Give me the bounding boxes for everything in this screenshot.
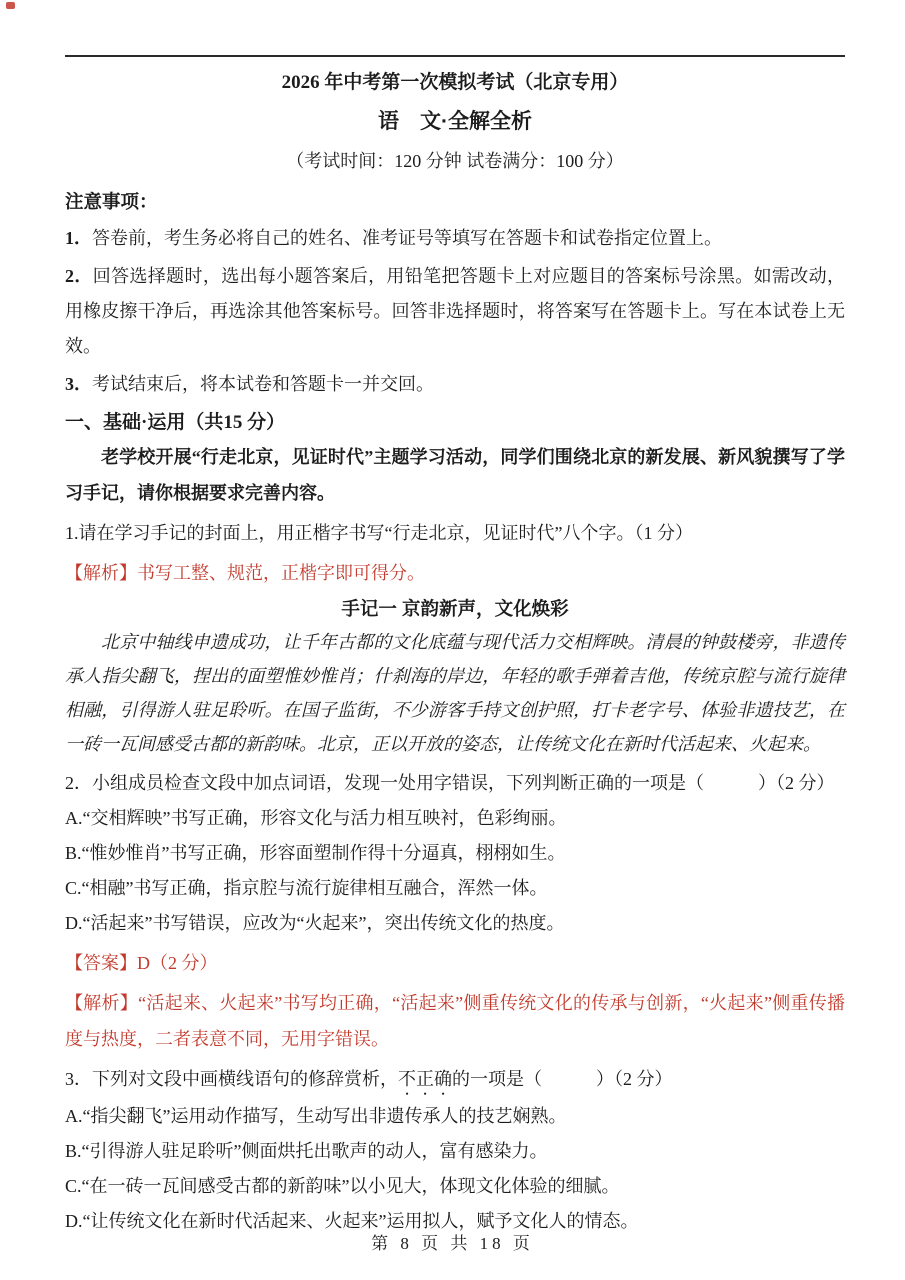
question-3-stem <box>65 1061 845 1099</box>
question-1-analysis-text: 书写工整、规范，正楷字即可得分。 <box>137 563 425 583</box>
answer-label: 【答案】 <box>65 953 137 973</box>
question-2-analysis-text: “活起来、火起来”书写均正确，“活起来”侧重传统文化的传承与创新，“火起来”侧重传播度与热度，二者表意不同，无用字错误。 <box>65 993 846 1049</box>
notice-item-2-number: 2． <box>65 266 93 286</box>
analysis-label: 【解析】 <box>65 993 139 1013</box>
question-2-option-d: D.“活起来”书写错误，应改为“火起来”，突出传统文化的热度。 <box>65 913 565 933</box>
exam-title: 2026 年中考第一次模拟考试（北京专用） <box>281 72 629 93</box>
exam-time-score: （考试时间：120 分钟 试卷满分：100 分） <box>286 151 624 171</box>
question-3-stem-before: 3．下列对文段中画横线语句的修辞赏析， <box>65 1069 398 1089</box>
scan-artifact <box>6 2 15 9</box>
notice-item-2 <box>65 259 845 364</box>
notice-item-1 <box>65 221 845 256</box>
notice-item-3-number: 3． <box>65 374 92 394</box>
notice-item-3-text: 考试结束后，将本试卷和答题卡一并交回。 <box>92 374 434 394</box>
note-1-body: 北京中轴线申遗成功，让千年古都的文化底蕴与现代活力交相辉映。清晨的钟鼓楼旁，非遗传承人指尖翻飞，捏出的面塑惟妙惟肖；什刹海的岸边，年轻的歌手弹着吉他，传统京腔与流行旋律相融，引得游人驻足聆听。在国子监街，不少游客手持文创护照，打卡老字号、体验非遗技艺，在一砖一瓦间感受古都的新韵味。北京，正以开放的姿态，让传统文化在新时代活起来、火起来。 <box>65 632 845 754</box>
section-1-intro: 老学校开展“行走北京，见证时代”主题学习活动，同学们围绕北京的新发展、新风貌撰写了学习手记，请你根据要求完善内容。 <box>65 447 845 503</box>
question-2-analysis <box>65 985 845 1057</box>
question-2-stem: 2．小组成员检查文段中加点词语，发现一处用字错误，下列判断正确的一项是（ ）（2 分） <box>65 773 835 793</box>
question-1-analysis <box>65 555 845 591</box>
notice-item-3 <box>65 367 845 402</box>
notice-heading: 注意事项： <box>65 193 158 213</box>
question-2-option-b: B.“惟妙惟肖”书写正确，形容面塑制作得十分逼真，栩栩如生。 <box>65 843 566 863</box>
question-2-answer-text: D（2 分） <box>137 953 218 973</box>
question-2-option-a: A.“交相辉映”书写正确，形容文化与活力相互映衬，色彩绚丽。 <box>65 808 567 828</box>
question-1-stem: 1.请在学习手记的封面上，用正楷字书写“行走北京，见证时代”八个字。（1 分） <box>65 523 693 543</box>
question-3-option-d: D.“让传统文化在新时代活起来、火起来”运用拟人，赋予文化人的情态。 <box>65 1211 639 1231</box>
question-2-option-c: C.“相融”书写正确，指京腔与流行旋律相互融合，浑然一体。 <box>65 878 548 898</box>
question-3-option-b: B.“引得游人驻足聆听”侧面烘托出歌声的动人，富有感染力。 <box>65 1141 548 1161</box>
exam-subject: 语 文·全解全析 <box>378 110 532 133</box>
analysis-label: 【解析】 <box>65 563 137 583</box>
header-divider <box>65 55 845 57</box>
section-1-heading: 一、基础·运用（共15 分） <box>65 412 286 433</box>
question-3-option-a: A.“指尖翻飞”运用动作描写，生动写出非遗传承人的技艺娴熟。 <box>65 1106 567 1126</box>
notice-item-1-number: 1． <box>65 228 92 248</box>
question-3-stem-emphasis: 不正确 <box>398 1069 452 1089</box>
question-3-option-c: C.“在一砖一瓦间感受古都的新韵味”以小见大，体现文化体验的细腻。 <box>65 1176 620 1196</box>
note-1-title: 手记一 京韵新声，文化焕彩 <box>341 598 569 619</box>
question-2-answer <box>65 945 845 981</box>
question-3-stem-after: 的一项是（ ）（2 分） <box>452 1069 673 1089</box>
notice-item-1-text: 答卷前，考生务必将自己的姓名、准考证号等填写在答题卡和试卷指定位置上。 <box>92 228 722 248</box>
notice-item-2-text: 回答选择题时，选出每小题答案后，用铅笔把答题卡上对应题目的答案标号涂黑。如需改动，用橡皮擦干净后，再选涂其他答案标号。回答非选择题时，将答案写在答题卡上。写在本试卷上无效。 <box>65 266 846 356</box>
page-number: 第 8 页 共 18 页 <box>371 1234 534 1253</box>
